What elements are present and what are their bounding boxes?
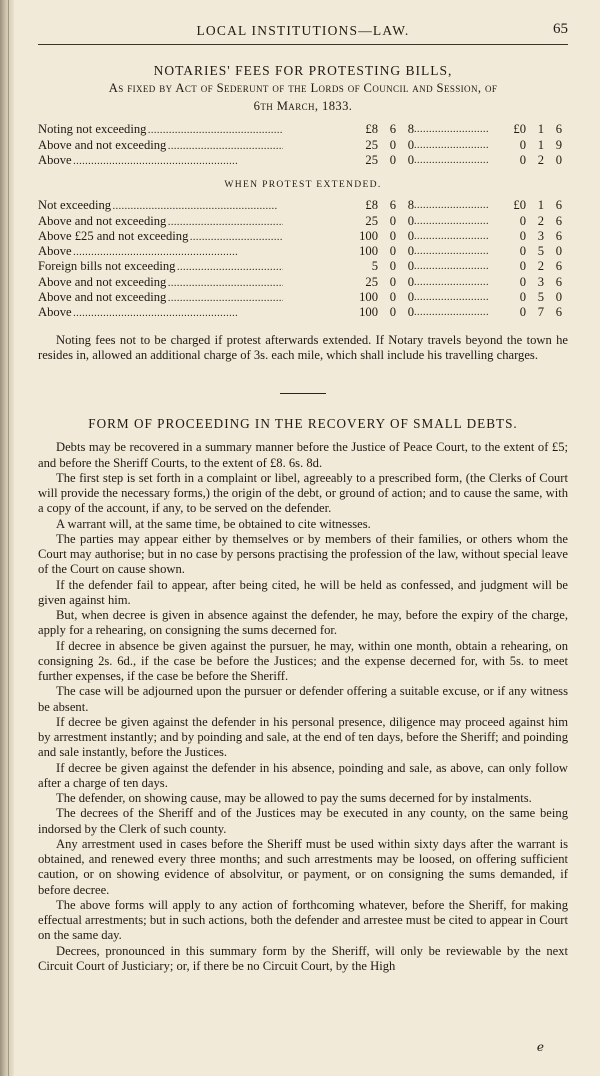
fee-from-shillings: 0 (389, 274, 396, 289)
fee-shillings: 5 (537, 244, 544, 259)
fee-pence: 9 (555, 137, 562, 152)
fee-pence: 6 (555, 305, 562, 320)
protest-extended-heading: WHEN PROTEST EXTENDED. (224, 179, 382, 191)
paragraph: The case will be adjourned upon the pursuer or defender offering a suitable excuse, or if any witness be absent. (38, 684, 568, 714)
paragraph: The parties may appear either by themselves or by members of their families, or others whom the Court may authorise; but in no case by persons practising the profession of the law, without special leave of the Court on cause shown. (38, 531, 568, 577)
fee-shillings: 2 (537, 213, 544, 228)
fee-from-pence: 0 (407, 228, 414, 243)
fee-from-pence: 0 (407, 152, 414, 167)
leader-dots: . . . . . . . . . . . . . . . . . . . . . . . . . (414, 307, 488, 319)
fee-from-pounds: 25 (365, 137, 378, 152)
fee-row (38, 214, 568, 229)
fee-pounds: 0 (519, 274, 526, 289)
gutter-edge (8, 0, 9, 1076)
fee-pounds: 0 (519, 228, 526, 243)
fee-from-pence: 0 (407, 274, 414, 289)
fee-pence: 0 (555, 290, 562, 305)
fee-pounds: 0 (519, 244, 526, 259)
fee-shillings: 7 (537, 305, 544, 320)
fee-from-pence: 0 (407, 213, 414, 228)
page (38, 22, 568, 974)
fee-row (38, 198, 568, 213)
fee-row (38, 122, 568, 137)
fee-from-pence: 0 (407, 305, 414, 320)
fee-pence: 6 (555, 228, 562, 243)
section-rule (280, 393, 326, 394)
fee-from-pence: 0 (407, 290, 414, 305)
paragraph: If decree be given against the defender in his absence, poinding and sale, as above, can only follow after a charge of ten days. (38, 760, 568, 790)
fee-from-pounds: 100 (359, 244, 378, 259)
notaries-subheading-1: As fixed by Act of Sederunt of the Lords of Council and Session, of (108, 81, 498, 96)
fee-from-pounds: £8 (365, 122, 378, 137)
paragraph: If decree in absence be given against the pursuer, he may, within one month, obtain a rehearing, on consigning 2s. 6d., if the case be before the Justices; and the expense decerned for, with 5s. to meet further expenses, if the case be before the Sheriff. (38, 638, 568, 684)
fee-row (38, 229, 568, 244)
fee-row (38, 138, 568, 153)
fee-table-noting (38, 122, 568, 168)
paragraph: Decrees, pronounced in this summary form by the Sheriff, will only be reviewable by the next Circuit Court of Justiciary; or, if there be no Circuit Court, by the High (38, 943, 568, 973)
notaries-note: Noting fees not to be charged if protest afterwards extended. If Notary travels beyond the town he resides in, allowed an additional charge of 3s. each mile, which shall include his travelling charges. (38, 332, 568, 362)
leader-dots: . . . . . . . . . . . . . . . . . . . . . . . . . (414, 154, 488, 166)
fee-shillings: 1 (537, 198, 544, 213)
fee-from-pounds: 25 (365, 213, 378, 228)
fee-pounds: 0 (519, 137, 526, 152)
fee-label: Above . . . (38, 244, 283, 259)
fee-row (38, 259, 568, 274)
fee-from-pounds: 25 (365, 274, 378, 289)
paragraph: If the defender fail to appear, after being cited, he will be held as confessed, and judgment will be given against him. (38, 577, 568, 607)
paragraph: The first step is set forth in a complaint or libel, agreeably to a prescribed form, (the Clerks of Court will provide the necessary forms,) the origin of the debt, or ground of action; and to cause the same, with a copy of the account, if any, to be served on the defender. (38, 470, 568, 516)
page-number: 65 (553, 21, 568, 37)
fee-pounds: £0 (513, 198, 526, 213)
fee-label: Above and not exceeding . . . (38, 290, 283, 305)
leader-dots: . . . . . . . . . . . . . . . . . . . . . . . . . (414, 230, 488, 242)
paragraph: A warrant will, at the same time, be obtained to cite witnesses. (56, 516, 371, 531)
fee-pence: 0 (555, 244, 562, 259)
binding-gutter (0, 0, 14, 1076)
fee-from-pence: 8 (407, 122, 414, 137)
leader-dots: . . . . . . . . . . . . . . . . . . . . . . . . . (414, 215, 488, 227)
leader-dots: . . . . . . . . . . . . . . . . . . . . . . . . . (414, 200, 488, 212)
fee-row (38, 290, 568, 305)
fee-from-pounds: 100 (359, 305, 378, 320)
fee-label: Above and not exceeding . . . (38, 275, 283, 290)
fee-from-pence: 0 (407, 137, 414, 152)
fee-label: Noting not exceeding . . . (38, 122, 283, 137)
fee-pence: 6 (555, 274, 562, 289)
fee-row (38, 153, 568, 168)
leader-dots: . . . . . . . . . . . . . . . . . . . . . . . . . (414, 276, 488, 288)
notaries-heading: NOTARIES' FEES FOR PROTESTING BILLS, (153, 63, 453, 78)
fee-row (38, 305, 568, 320)
leader-dots: . . . . . . . . . . . . . . . . . . . . . . . . . (414, 124, 488, 136)
fee-from-pounds: £8 (365, 198, 378, 213)
fee-shillings: 3 (537, 228, 544, 243)
signature-mark: e (536, 1040, 544, 1054)
fee-pounds: 0 (519, 259, 526, 274)
fee-row (38, 244, 568, 259)
paragraph: But, when decree is given in absence against the defender, he may, before the expiry of the charge, apply for a rehearing, on consigning the sums decerned for. (38, 608, 568, 638)
fee-row (38, 275, 568, 290)
fee-from-shillings: 0 (389, 152, 396, 167)
small-debts-body (38, 440, 568, 974)
fee-pounds: 0 (519, 213, 526, 228)
fee-from-shillings: 0 (389, 244, 396, 259)
fee-label: Above . . . (38, 305, 283, 320)
paragraph: The above forms will apply to any action of forthcoming whatever, before the Sheriff, for making effectual arrestments; but in such actions, both the defender and arrestee must be cited to appear in Court on the same day. (38, 897, 568, 943)
leader-dots: . . . . . . . . . . . . . . . . . . . . . . . . . (414, 261, 488, 273)
fee-pence: 6 (555, 213, 562, 228)
fee-from-shillings: 0 (389, 213, 396, 228)
fee-label: Foreign bills not exceeding . . . (38, 259, 283, 274)
fee-from-pounds: 25 (365, 152, 378, 167)
fee-from-shillings: 6 (389, 198, 396, 213)
fee-shillings: 1 (537, 137, 544, 152)
fee-from-pence: 0 (407, 259, 414, 274)
fee-from-shillings: 6 (389, 122, 396, 137)
fee-from-shillings: 0 (389, 290, 396, 305)
fee-table-protest (38, 198, 568, 320)
fee-label: Above £25 and not exceeding . . . (38, 229, 283, 244)
fee-label: Above . . . (38, 153, 283, 168)
fee-from-pounds: 100 (359, 228, 378, 243)
running-title: LOCAL INSTITUTIONS—LAW. (196, 23, 410, 38)
fee-pence: 6 (555, 259, 562, 274)
fee-from-pence: 0 (407, 244, 414, 259)
fee-from-pounds: 100 (359, 290, 378, 305)
fee-pence: 0 (555, 152, 562, 167)
fee-label: Not exceeding . . . (38, 198, 283, 213)
fee-label: Above and not exceeding . . . (38, 214, 283, 229)
fee-from-pounds: 5 (371, 259, 378, 274)
fee-from-shillings: 0 (389, 228, 396, 243)
fee-pounds: 0 (519, 290, 526, 305)
fee-label: Above and not exceeding . . . (38, 138, 283, 153)
fee-from-shillings: 0 (389, 259, 396, 274)
fee-shillings: 2 (537, 152, 544, 167)
fee-from-pence: 8 (407, 198, 414, 213)
fee-shillings: 1 (537, 122, 544, 137)
fee-pounds: 0 (519, 152, 526, 167)
small-debts-heading: FORM OF PROCEEDING IN THE RECOVERY OF SMALL DEBTS. (88, 416, 518, 432)
fee-pounds: £0 (513, 122, 526, 137)
running-head (38, 22, 568, 45)
fee-pence: 6 (555, 198, 562, 213)
paragraph: Debts may be recovered in a summary manner before the Justice of Peace Court, to the extent of £5; and before the Sheriff Courts, to the extent of £8. 6s. 8d. (38, 440, 568, 470)
fee-shillings: 2 (537, 259, 544, 274)
fee-from-shillings: 0 (389, 137, 396, 152)
fee-from-shillings: 0 (389, 305, 396, 320)
leader-dots: . . . . . . . . . . . . . . . . . . . . . . . . . (414, 139, 488, 151)
paragraph: The defender, on showing cause, may be allowed to pay the sums decerned for by instalments. (56, 791, 532, 806)
fee-pence: 6 (555, 122, 562, 137)
paragraph: Any arrestment used in cases before the Sheriff must be used within sixty days after the warrant is obtained, and renewed every three months; and such arrestments may be loosed, on offering sufficient caution, or on showing evidence of absolvitur, or payment, or on consigning the sums demanded, if before decree. (38, 836, 568, 897)
fee-pounds: 0 (519, 305, 526, 320)
paragraph: The decrees of the Sheriff and of the Justices may be executed in any county, on the same being indorsed by the Clerk of such county. (38, 806, 568, 836)
leader-dots: . . . . . . . . . . . . . . . . . . . . . . . . . (414, 246, 488, 258)
leader-dots: . . . . . . . . . . . . . . . . . . . . . . . . . (414, 292, 488, 304)
fee-shillings: 5 (537, 290, 544, 305)
notaries-subheading-2: 6th March, 1833. (253, 99, 353, 114)
fee-shillings: 3 (537, 274, 544, 289)
paragraph: If decree be given against the defender in his personal presence, diligence may proceed against him by arrestment instantly; and by poinding and sale, at the end of ten days, before the Sheriff; and poinding and sale instantly, before the Justices. (38, 714, 568, 760)
